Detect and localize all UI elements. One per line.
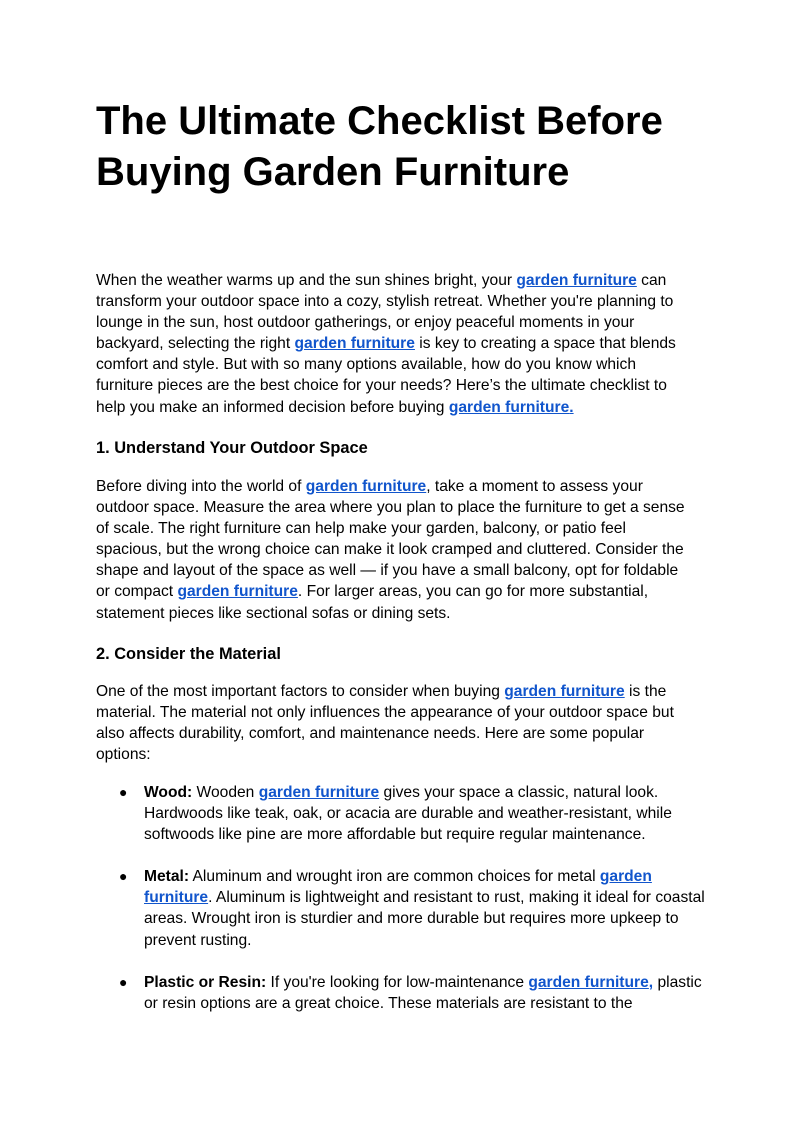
s1-text-3: . For larger areas, you can go for more substantial, statement pieces like sectional sofas or dining sets. xyxy=(96,583,649,622)
intro-text-1: When the weather warms up and the sun shines bright, your xyxy=(96,272,517,289)
garden-furniture-link[interactable]: garden furniture xyxy=(305,478,427,495)
list-item-label: Wood: xyxy=(144,784,193,801)
section-1-heading: 1. Understand Your Outdoor Space xyxy=(96,439,368,457)
section-1-paragraph xyxy=(96,476,696,624)
bullet-icon: ● xyxy=(119,973,128,990)
section-2-heading: 2. Consider the Material xyxy=(96,645,281,663)
list-item-text: Wooden xyxy=(192,784,259,801)
s2-text-1: One of the most important factors to consider when buying xyxy=(96,683,505,700)
garden-furniture-link[interactable]: garden furniture xyxy=(144,868,652,907)
list-item-label: Plastic or Resin: xyxy=(144,973,267,991)
garden-furniture-link[interactable]: garden furniture xyxy=(258,784,380,801)
garden-furniture-link[interactable]: garden furniture xyxy=(504,683,625,700)
list-item-text: If you're looking for low-maintenance xyxy=(266,973,529,991)
garden-furniture-link[interactable]: garden furniture xyxy=(294,335,415,353)
garden-furniture-link[interactable]: garden furniture xyxy=(177,583,298,601)
link-label: garden furniture xyxy=(448,398,570,416)
list-item-text: gives your space a classic, natural look. Hardwoods like teak, oak, or acacia are durable and weather-resistant, while softwoods like pine are more affordable but require regular maintenance. xyxy=(144,784,672,844)
list-item-label: Metal: xyxy=(144,868,190,886)
s1-text-1: Before diving into the world of xyxy=(96,478,306,495)
page-title: The Ultimate Checklist Before Buying Garden Furniture xyxy=(96,99,663,194)
list-item-metal xyxy=(96,866,706,950)
s2-text-2: is the material. The material not only influences the appearance of your outdoor space but also affects durability, comfort, and maintenance needs. Here are some popular options: xyxy=(96,683,674,764)
list-item-text: Aluminum and wrought iron are common choices for metal xyxy=(189,868,600,886)
garden-furniture-link[interactable]: garden furniture xyxy=(516,272,637,289)
section-2-paragraph xyxy=(96,681,696,765)
garden-furniture-link[interactable] xyxy=(528,974,653,991)
intro-text-2: can transform your outdoor space into a cozy, stylish retreat. Whether you're planning to lounge in the sun, host outdoor gatherings, or enjoy peaceful moments in your backyard, selecting the right xyxy=(96,272,674,353)
material-list xyxy=(96,782,706,1035)
link-label: garden furniture xyxy=(528,973,649,991)
link-comma: , xyxy=(648,973,654,991)
link-period: . xyxy=(569,398,574,416)
s1-text-2: , take a moment to assess your outdoor space. Measure the area where you plan to place the furniture to get a sense of scale. The right furniture can help make your garden, balcony, or patio feel spacious, but the wrong choice can make it look cramped and cluttered. Consider the shape and layout of the space as well — if you have a small balcony, opt for foldable or compact xyxy=(96,478,685,601)
list-item-text: plastic or resin options are a great choice. These materials are resistant to the xyxy=(144,973,702,1012)
list-item-plastic xyxy=(96,972,706,1014)
bullet-icon: ● xyxy=(119,784,128,800)
bullet-icon: ● xyxy=(119,868,128,885)
intro-text-3: is key to creating a space that blends comfort and style. But with so many options available, how do you know which furniture pieces are the best choice for your needs? Here’s the ultimate checklist to help you make an informed decision before buying xyxy=(96,335,676,416)
list-item-text: . Aluminum is lightweight and resistant to rust, making it ideal for coastal areas. Wrought iron is sturdier and more durable but requires more upkeep to prevent rusting. xyxy=(144,889,705,949)
intro-paragraph xyxy=(96,270,696,418)
garden-furniture-link[interactable] xyxy=(449,399,574,416)
list-item-wood xyxy=(96,782,706,845)
